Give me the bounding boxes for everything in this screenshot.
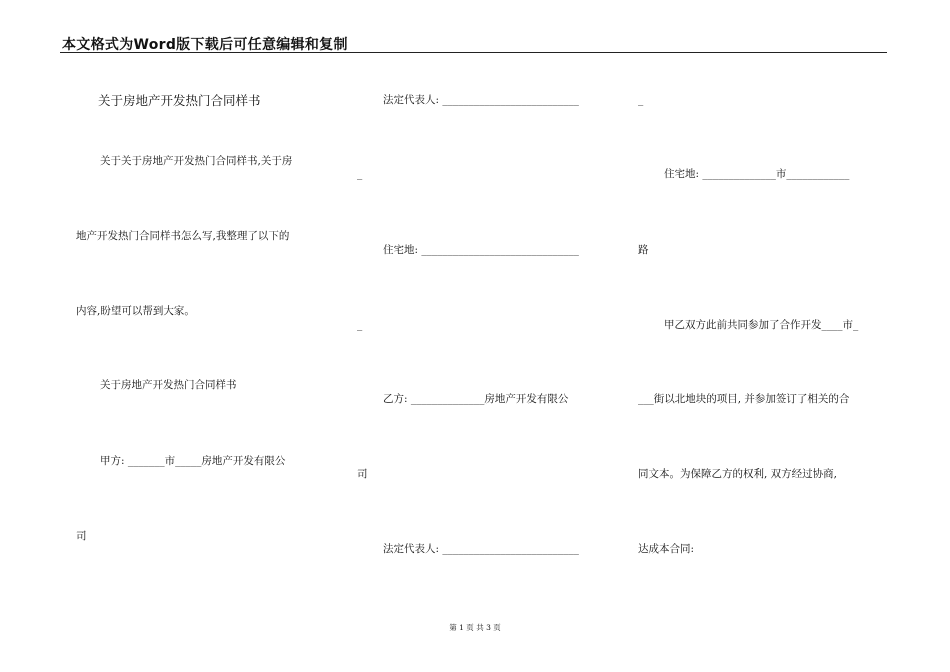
continuation-underscore-2: _ (357, 319, 363, 331)
page-number-footer: 第 1 页 共 3 页 (449, 623, 501, 632)
residence-line-cont: 路 (638, 244, 649, 256)
document-header-title: 本文格式为Word版下载后可任意编辑和复制 (62, 37, 348, 53)
body-text-line-2: ___街以北地块的项目, 并参加签订了相关的合 (638, 393, 850, 405)
continuation-underscore-top: _ (638, 94, 644, 106)
body-text-line-1: 甲乙双方此前共同参加了合作开发____市_ (664, 319, 859, 331)
intro-text-line-1: 关于关于房地产开发热门合同样书,关于房 (100, 155, 293, 167)
header-divider (60, 52, 887, 53)
body-text-line-4: 达成本合同: (638, 543, 695, 555)
party-a-line: 甲方: _______市_____房地产开发有限公 (100, 455, 286, 467)
party-a-line-cont: 司 (76, 530, 87, 542)
address-line-1: 住宅地: ______________________________ (383, 244, 579, 256)
intro-text-line-2: 地产开发热门合同样书怎么写,我整理了以下的 (76, 230, 290, 242)
contract-subtitle: 关于房地产开发热门合同样书 (100, 379, 237, 391)
party-b-line-cont: 司 (357, 468, 368, 480)
intro-text-line-3: 内容,盼望可以帮到大家。 (76, 305, 195, 317)
legal-representative-line-1: 法定代表人: __________________________ (383, 94, 579, 106)
party-b-line: 乙方: ______________房地产开发有限公 (383, 393, 569, 405)
contract-title: 关于房地产开发热门合同样书 (98, 93, 261, 108)
residence-line: 住宅地: ______________市____________ (664, 168, 850, 180)
legal-representative-line-2: 法定代表人: __________________________ (383, 543, 579, 555)
continuation-underscore-1: _ (357, 168, 363, 180)
body-text-line-3: 同文本。为保障乙方的权利, 双方经过协商, (638, 468, 838, 480)
